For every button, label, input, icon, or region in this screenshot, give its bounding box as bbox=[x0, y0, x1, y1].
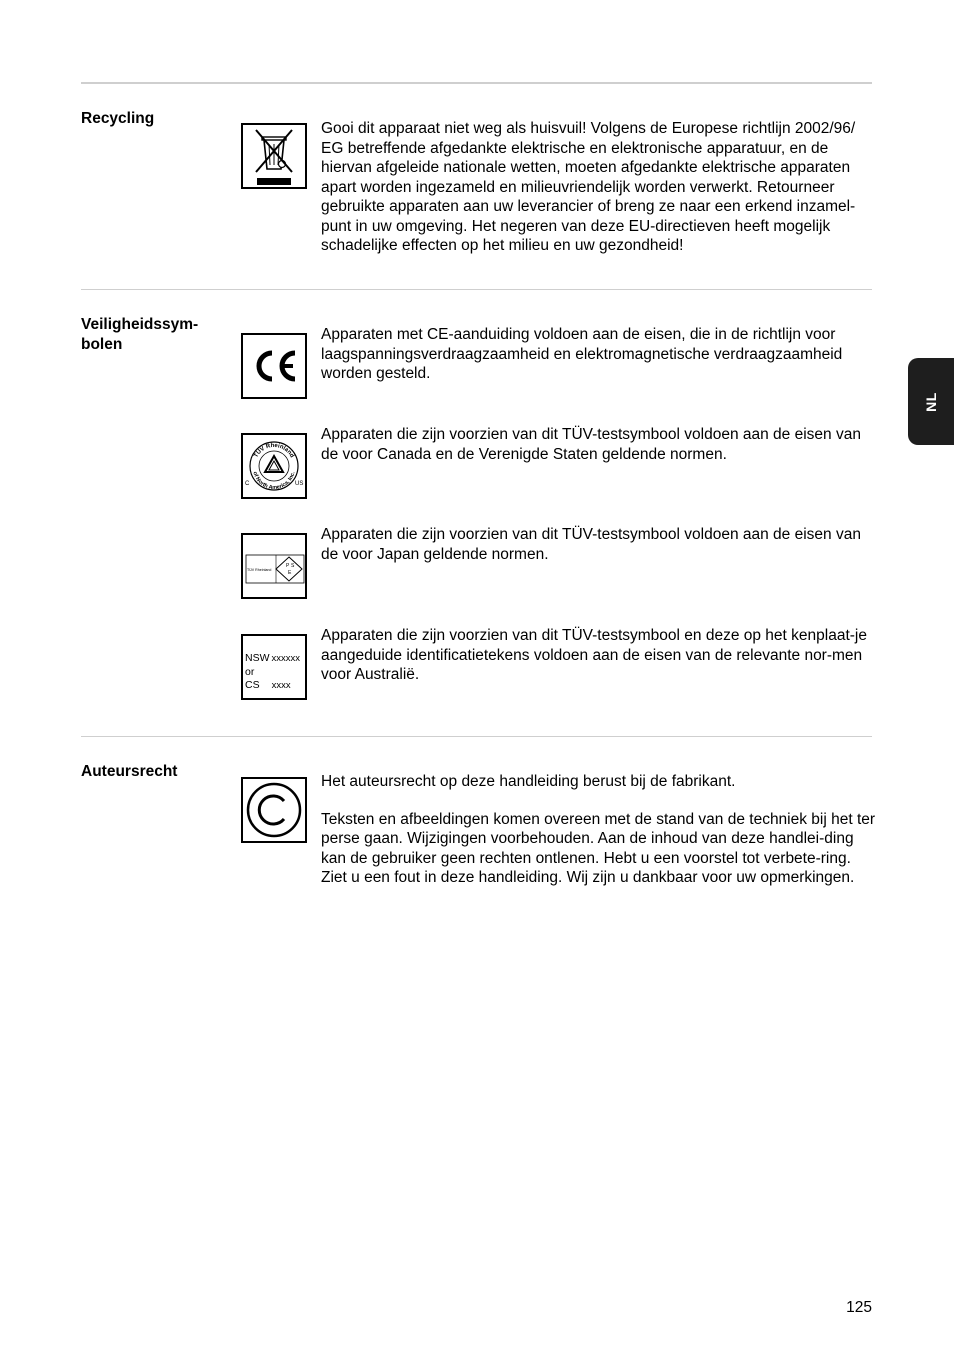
tuv-pse-brand-text: TÜV Rheinland bbox=[247, 568, 272, 572]
section-heading-copyright: Auteursrecht bbox=[81, 763, 178, 780]
pse-letter: E bbox=[288, 570, 292, 576]
aus-nsw-code: xxxxxx bbox=[271, 653, 300, 664]
pse-letter: P bbox=[286, 563, 290, 569]
recycling-paragraph: Gooi dit apparaat niet weg als huisvuil! Volgens de Europese richtlijn 2002/96/ EG betreffende afgedankte elektrische en elektronische apparatuur, en de hiervan afgeleide nationale wetten, moeten afgedankte elektrische apparaten apart worden ingezameld en milieuvriendelijk worden verwerkt. Retourneer gebruikte apparaten aan uw leverancier of breng ze naar een erkend inzamel-punt in uw omgeving. Het negeren van deze EU-directieven heeft mogelijk schadelijke effecten op het milieu en uw gezondheid! bbox=[321, 120, 856, 254]
weee-crossed-bin-icon bbox=[241, 123, 307, 189]
tuv-pse-japan-icon bbox=[241, 533, 307, 599]
section-heading-recycling: Recycling bbox=[81, 110, 155, 127]
copyright-text bbox=[321, 772, 876, 888]
section-divider bbox=[81, 289, 872, 290]
tuv-pse-paragraph: Apparaten die zijn voorzien van dit TÜV-testsymbool voldoen aan de eisen van de voor Japan geldende normen. bbox=[321, 526, 861, 563]
page-number: 125 bbox=[846, 1299, 872, 1316]
section-divider bbox=[81, 736, 872, 737]
copyright-paragraph-1: Het auteursrecht op deze handleiding berust bij de fabrikant. bbox=[321, 773, 736, 790]
ce-paragraph: Apparaten met CE-aanduiding voldoen aan de eisen, die in de richtlijn voor laagspanningsverdraagzaamheid en elektromagnetische verdraagzaamheid worden gesteld. bbox=[321, 326, 843, 382]
tuv-pse-text bbox=[321, 525, 876, 564]
tuv-na-bottom-text: of North America, Inc. bbox=[251, 471, 297, 492]
copyright-icon bbox=[241, 777, 307, 843]
recycling-text bbox=[321, 119, 876, 256]
aus-line-3 bbox=[245, 679, 305, 693]
tuv-na-paragraph: Apparaten die zijn voorzien van dit TÜV-testsymbool voldoen aan de eisen van de voor Canada en de Verenigde Staten geldende normen. bbox=[321, 426, 861, 463]
tuv-na-top-text: TÜV Rheinland bbox=[253, 442, 295, 459]
aus-line-1 bbox=[245, 652, 305, 666]
australia-text bbox=[321, 626, 876, 685]
language-tab-label: NL bbox=[923, 391, 939, 412]
aus-cs-label: CS bbox=[245, 679, 260, 691]
copyright-paragraph-2: Teksten en afbeeldingen komen overeen met de stand van de techniek bij het ter perse gaan. Wijzigingen voorbehouden. Aan de inhoud van deze handlei-ding kan de gebruiker geen rechten ontlenen. Hebt u een voorstel tot verbete-ring. Ziet u een fout in deze handleiding. Wij zijn u dankbaar voor uw opmerkingen. bbox=[321, 810, 876, 886]
tuv-na-right-text: US bbox=[295, 481, 304, 487]
tuv-na-text bbox=[321, 425, 876, 464]
section-heading-safety: Veiligheidssym-bolen bbox=[81, 316, 199, 353]
aus-nsw-label: NSW bbox=[245, 652, 270, 664]
language-tab bbox=[908, 358, 954, 445]
tuv-north-america-icon bbox=[241, 433, 307, 499]
australia-paragraph: Apparaten die zijn voorzien van dit TÜV-testsymbool en deze op het kenplaat-je aangeduide identificatietekens voldoen aan de eisen van de relevante nor-men voor Australië. bbox=[321, 627, 867, 683]
ce-text bbox=[321, 325, 876, 384]
aus-line-2: or bbox=[245, 665, 255, 678]
ce-mark-icon bbox=[241, 333, 307, 399]
top-rule bbox=[81, 82, 872, 84]
pse-letter: S bbox=[291, 563, 295, 569]
australia-nsw-icon bbox=[241, 634, 307, 700]
aus-cs-code: xxxx bbox=[271, 680, 291, 691]
tuv-na-left-text: C bbox=[245, 481, 250, 487]
